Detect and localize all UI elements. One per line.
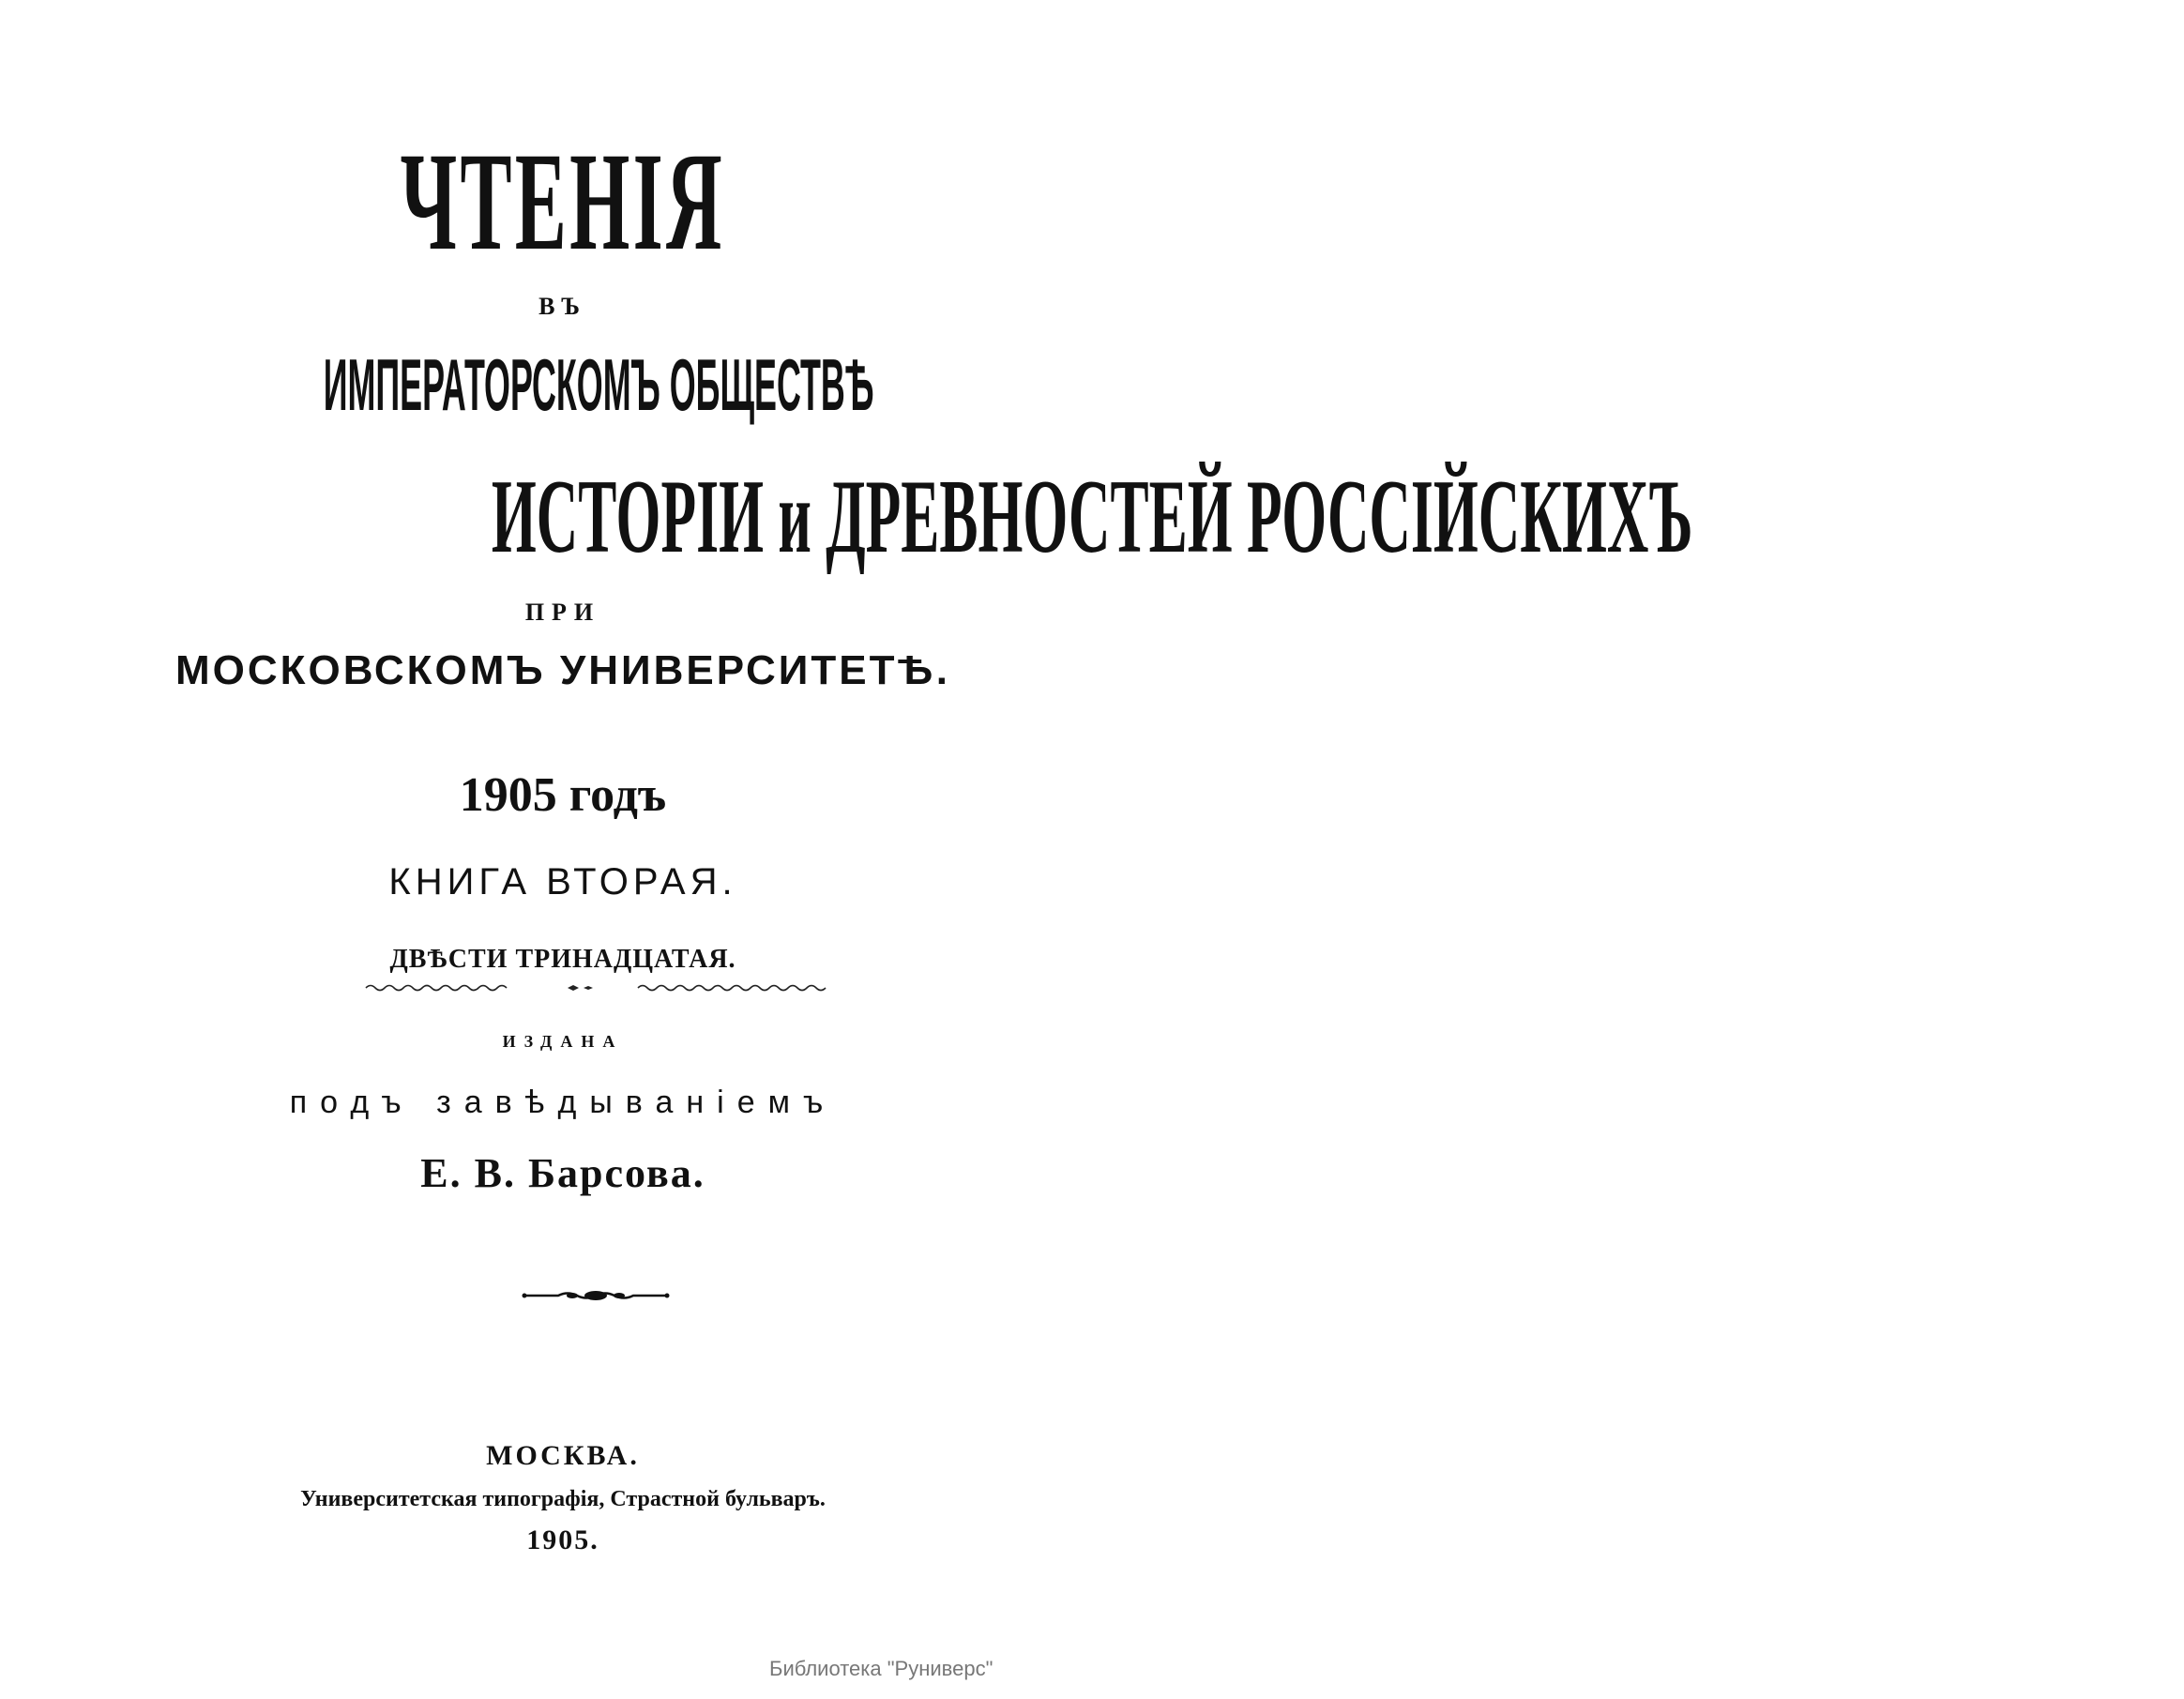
preposition-v: ВЪ (538, 293, 587, 320)
university-name: МОСКОВСКОМЪ УНИВЕРСИТЕТѢ. (175, 647, 950, 693)
history-heading-text: ИСТОРІИ и ДРЕВНОСТЕЙ РОССІЙСКИХЪ (491, 459, 1693, 575)
imprint-city: МОСКВА. (486, 1440, 640, 1471)
society-name-text: ИМПЕРАТОРСКОМЪ ОБЩЕСТВѢ (323, 343, 874, 426)
history-heading (0, 459, 1693, 575)
center-ornament (521, 1287, 671, 1304)
year-heading: 1905 годъ (459, 768, 667, 822)
imprint-press: Университетская типографія, Страстной бульваръ. (300, 1487, 826, 1511)
imprint-year: 1905. (526, 1525, 599, 1555)
main-title-text: ЧТЕНІЯ (400, 124, 726, 280)
book-number: КНИГА ВТОРАЯ. (388, 861, 737, 903)
editor-name: Е. В. Барсова. (420, 1150, 705, 1196)
editorship-line: подъ завѣдываніемъ (289, 1085, 837, 1120)
main-title (0, 124, 1126, 280)
wavy-divider-ornament (366, 981, 826, 994)
society-name (0, 343, 1126, 426)
library-watermark: Библиотека "Руниверс" (769, 1657, 993, 1680)
published-label: ИЗДАНА (502, 1032, 624, 1051)
volume-number: ДВѢСТИ ТРИНАДЦАТАЯ. (389, 945, 736, 974)
preposition-pri: ПРИ (524, 599, 601, 626)
